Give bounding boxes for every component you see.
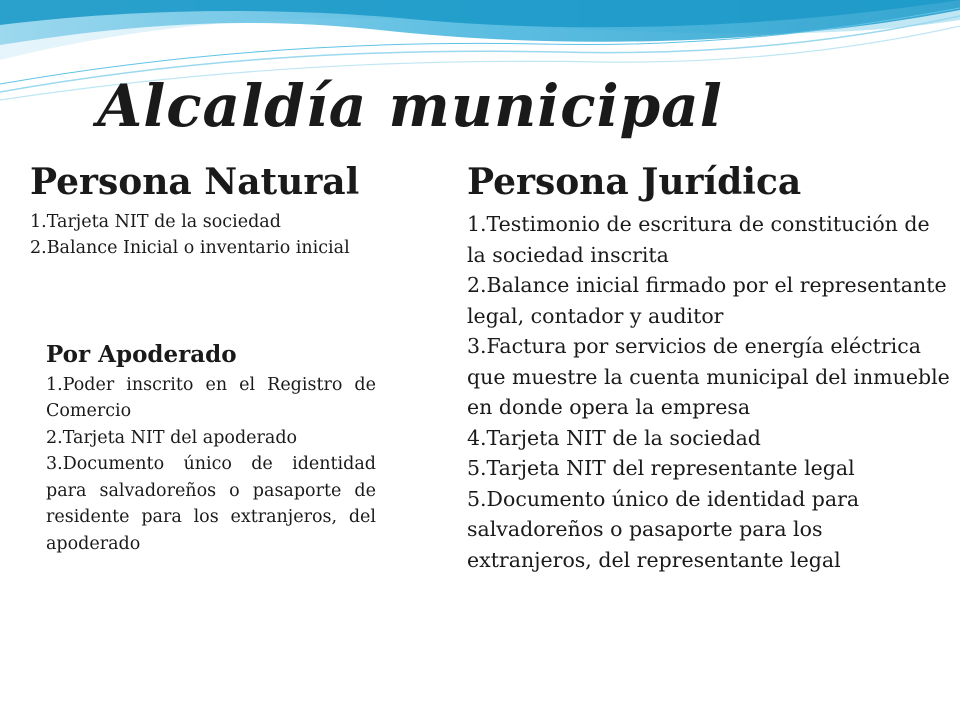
persona-natural-heading: Persona Natural [30, 161, 360, 203]
persona-juridica-list [467, 209, 952, 575]
list-item: 1.Tarjeta NIT de la sociedad [30, 212, 281, 233]
list-item: 1.Testimonio de escritura de constitución de la sociedad inscrita [467, 212, 930, 267]
list-item: 2.Balance inicial firmado por el representante legal, contador y auditor [467, 273, 947, 328]
list-item: 3.Documento único de identidad para salvadoreños o pasaporte de residente para los extranjeros, del apoderado [46, 454, 376, 554]
list-item: 3.Factura por servicios de energía eléctrica que muestre la cuenta municipal del inmueble en donde opera la empresa [467, 334, 950, 420]
list-item: 5.Tarjeta NIT del representante legal [467, 456, 855, 481]
persona-juridica-section [467, 162, 952, 575]
list-item: 2.Tarjeta NIT del apoderado [46, 427, 298, 448]
list-item: 2.Balance Inicial o inventario inicial [30, 238, 350, 259]
persona-natural-section [30, 162, 360, 261]
list-item: 1.Poder inscrito en el Registro de Comercio [46, 374, 376, 422]
persona-natural-list [30, 209, 360, 261]
por-apoderado-list [46, 372, 376, 558]
list-item: 5.Documento único de identidad para salvadoreños o pasaporte para los extranjeros, del representante legal [467, 486, 860, 572]
slide-title: Alcaldía municipal [97, 72, 723, 140]
list-item: 4.Tarjeta NIT de la sociedad [467, 425, 761, 450]
persona-juridica-heading: Persona Jurídica [467, 161, 802, 203]
por-apoderado-heading: Por Apoderado [46, 341, 237, 368]
por-apoderado-section [46, 340, 376, 557]
